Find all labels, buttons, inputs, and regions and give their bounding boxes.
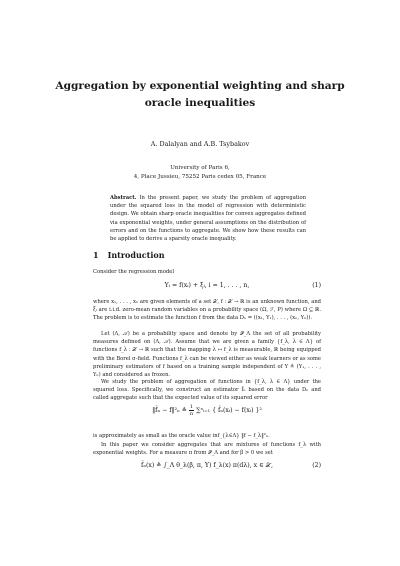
- paper-title: [40, 78, 360, 112]
- equation-2-numerator: 1: [189, 404, 194, 410]
- title-line-2: oracle inequalities: [144, 97, 256, 109]
- affiliation: [40, 164, 360, 182]
- title-line-1: Aggregation by exponential weighting and sharp: [55, 80, 345, 92]
- equation-2-rhs: ∑ⁿᵢ₌₁ { f̂ₙ(xᵢ) − f(xᵢ) }²: [196, 407, 262, 414]
- abstract: [110, 194, 306, 243]
- section-number: 1: [93, 250, 99, 260]
- section-heading: [93, 250, 165, 260]
- affiliation-line-1: University of Paris 6,: [170, 165, 230, 171]
- equation-2: [93, 404, 321, 417]
- paragraph-2: where x₁, . . . , xₙ are given elements of a set 𝒳, f : 𝒳 → ℝ is an unknown function, and ξᵢ are i.i.d. zero-mean random variables on a probability space (Ω, ℱ, P) where Ω ⊆ ℝ. The problem is to estimate the function f from the data Dₙ = ((x₁, Y₁), . . . , (xₙ, Yₙ)).: [93, 299, 321, 322]
- equation-2-lhs: ‖f̂ₙ − f‖²ₙ ≜: [152, 407, 187, 414]
- equation-2-denominator: n: [189, 411, 194, 417]
- affiliation-line-2: 4, Place Jussieu, 75252 Paris cedex 05, France: [133, 174, 267, 180]
- paragraph-3: Let (Λ, 𝒜) be a probability space and denote by 𝒫_Λ the set of all probability measures defined on (Λ, 𝒜). Assume that we are given a family {f_λ, λ ∈ Λ} of functions f_λ : 𝒳 → ℝ such that the mapping λ ↦ f_λ is measurable, ℝ being equipped with the Borel σ-field. Functions f_λ can be viewed either as weak learners or as some preliminary estimators of f based on a training sample independent of Y ≜ (Y₁, . . . , Yₙ) and considered as frozen.: [93, 331, 321, 379]
- section-title: Introduction: [107, 250, 165, 260]
- paragraph-4: We study the problem of aggregation of functions in {f_λ, λ ∈ Λ} under the squared loss. Specifically, we construct an estimator f̂ₙ based on the data Dₙ and called aggregate such that the expected value of its squared error: [93, 379, 321, 402]
- equation-3-body: f̂ₙ(x) ≜ ∫_Λ θ_λ(β, π, Y) f_λ(x) π(dλ), x ∈ 𝒳,: [141, 462, 273, 469]
- paragraph-6: In this paper we consider aggregates that are mixtures of functions f_λ with exponential weights. For a measure π from 𝒫_Λ and for β > 0 we set: [93, 442, 321, 457]
- paragraph-1: Consider the regression model: [93, 269, 175, 275]
- authors: A. Dalalyan and A.B. Tsybakov: [150, 140, 250, 148]
- equation-1-body: Yᵢ = f(xᵢ) + ξᵢ, i = 1, . . . , n,: [164, 282, 250, 289]
- abstract-text: In the present paper, we study the problem of aggregation under the squared loss in the model of regression with deterministic design. We obtain sharp oracle inequalities for convex aggregates defined via exponential weights, under general assumptions on the distribution of errors and on the functions to aggregate. We show how these results can be applied to derive a sparsity oracle inequality.: [110, 195, 306, 243]
- equation-2-fraction: [189, 404, 194, 417]
- paragraph-5: is approximately as small as the oracle value inf_{λ∈Λ} ‖f − f_λ‖²ₙ.: [93, 433, 270, 439]
- equation-1-tag: (1): [312, 282, 321, 289]
- equation-3-tag: (2): [312, 462, 321, 469]
- abstract-label: Abstract.: [110, 195, 137, 201]
